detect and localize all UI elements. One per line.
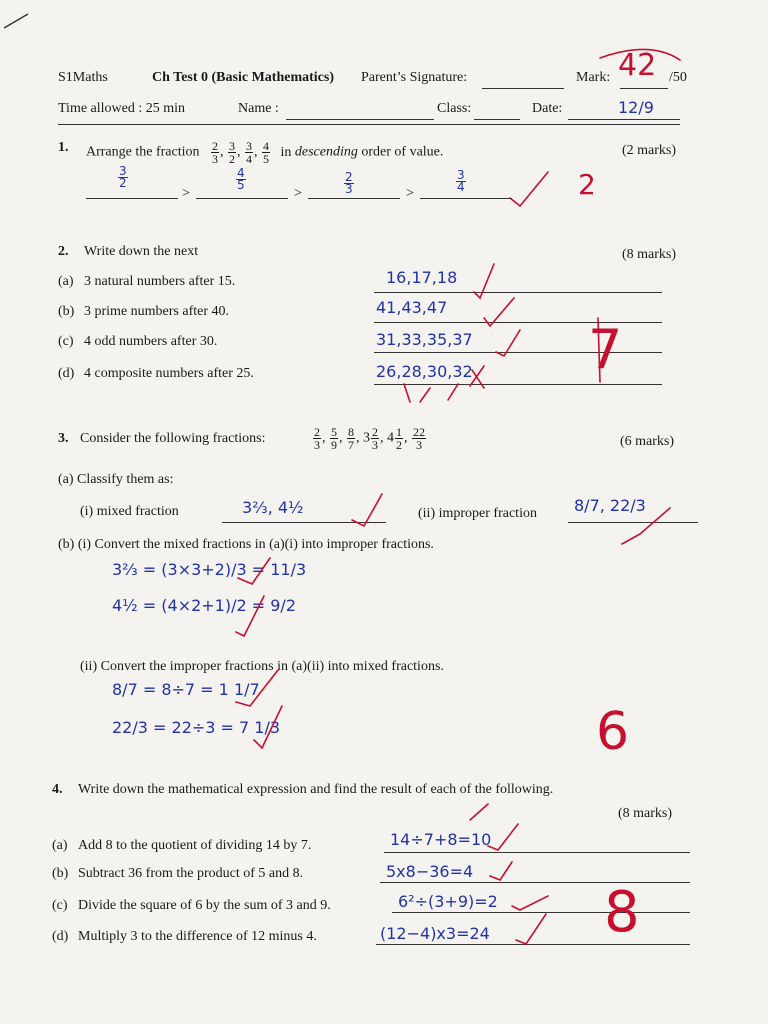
q1-answer-3: $\frac{2}{3}$ [345, 170, 353, 196]
q1-answer-2: $\frac{4}{5}$ [237, 166, 245, 192]
q4c-text: Divide the square of 6 by the sum of 3 and 9. [78, 898, 331, 913]
date-label: Date: [532, 101, 563, 116]
q2d-answer: 26,28,30,32 [376, 362, 473, 381]
q3b-ii: (ii) Convert the improper fractions in (a)(ii) into mixed fractions. [80, 659, 444, 674]
q1-answer-1: $\frac{3}{2}$ [119, 164, 127, 190]
q3a-label: (a) Classify them as: [58, 472, 174, 487]
class-label: Class: [437, 101, 472, 116]
q1-blank-3 [308, 198, 400, 199]
q4b-text: Subtract 36 from the product of 5 and 8. [78, 866, 304, 881]
q4b-answer: 5x8−36=4 [386, 862, 474, 881]
name-line [286, 119, 434, 120]
q3-marks: (6 marks) [620, 434, 675, 449]
time-allowed: Time allowed : 25 min [58, 101, 186, 116]
signature-line [482, 88, 564, 89]
q1-blank-2 [196, 198, 288, 199]
q2-score: 7 [588, 318, 623, 381]
q2-number: 2. [58, 244, 69, 259]
name-label: Name : [238, 101, 279, 116]
q2a-answer: 16,17,18 [386, 268, 458, 287]
q3-number: 3. [58, 431, 69, 446]
q4-score: 8 [604, 880, 640, 945]
q1-prompt: Arrange the fraction $\frac{2}{3}$ , $\frac{3}{2}$ , $\frac{3}{4}$ , $\frac{4}{5}$ in descending order of value. [86, 139, 444, 166]
q3a-ii-answer: 8/7, 22/3 [574, 496, 646, 515]
date-value: 12/9 [618, 98, 654, 117]
q3b-i-work-2: 4½ = (4×2+1)/2 = 9/2 [112, 596, 296, 615]
q4a-answer: 14÷7+8=10 [390, 830, 492, 849]
q4d-answer: (12−4)x3=24 [380, 924, 490, 943]
header-rule [58, 124, 680, 125]
q4-prompt: Write down the mathematical expression and find the result of each of the following. [78, 782, 554, 797]
score-total: 42 [618, 48, 657, 83]
q2-prompt: Write down the next [84, 244, 199, 259]
q3b-ii-work-2: 22/3 = 22÷3 = 7 1/3 [112, 718, 281, 737]
q1-score: 2 [578, 168, 596, 201]
class-line [474, 119, 520, 120]
q2c-text: 4 odd numbers after 30. [84, 334, 218, 349]
mark-line [620, 88, 668, 89]
test-paper: S1Maths Ch Test 0 (Basic Mathematics) Parent’s Signature: Mark: /50 42 Time allowed : 25 min Name : Class: Date: 12/9 1. Arrange the fraction $\frac{2}{3}$ , $\frac{3}{2}$ , $\frac{3}{4}$ , $\frac{4}{5}$ in descending order of value. (2 marks) > > > $\frac{3}{2}$ $\frac{4}{5}$ $\frac{2}{3}$ $\frac{3}{4}$ 2 2. Write down the next (8 marks) (a) 3 natural numbers after 15. 16,17,18 (b) 3 prime numbers after 40. 41,43,47 (c) 4 odd numbers after 30. 31,33,35,37 (d) 4 composite numbers after 25. 26,28,30,32 7 3. Consider the following fractions: $\frac{2}{3}$ , $\frac{5}{9}$ , $\frac{8}{7}$ , 3 $\frac{2}{3}$ , 4 $\frac{1}{2}$ , $\frac{22}{3}$ (6 marks) (a) Classify them as: (i) mixed fraction 3⅔, 4½ (ii) improper fraction 8/7, 22/3 (b) (i) Convert the mixed fractions in (a)(i) into improper fractions. 3⅔ = (3×3+2)/3 = 11/3 4½ = (4×2+1)/2 = 9/2 (ii) Convert the improper fractions in (a)(ii) into mixed fractions. 8/7 = 8÷7 = 1 1/7 22/3 = 22÷3 = 7 1/3 6 4. Write down the mathematical expression and find the result of each of the following. (8 marks) (a) Add 8 to the quotient of dividing 14 by 7. 14÷7+8=10 (b) Subtract 36 from the product of 5 and 8. 5x8−36=4 (c) Divide the square of 6 by the sum of 3 and 9. 6²÷(3+9)=2 (d) Multiply 3 to the difference of 12 minus 4. (12−4)x3=24 8 [0, 0, 768, 1024]
test-title: Ch Test 0 (Basic Mathematics) [152, 70, 334, 85]
q3-score: 6 [596, 702, 630, 762]
mark-label: Mark: [576, 70, 611, 85]
q1-marks: (2 marks) [622, 143, 677, 158]
signature-label: Parent’s Signature: [361, 70, 468, 85]
q3-fractions: $\frac{2}{3}$ , $\frac{5}{9}$ , $\frac{8}{7}$ , 3 $\frac{2}{3}$ , 4 $\frac{1}{2}$ , $\frac{22}{3}$ [314, 425, 425, 452]
q2b-text: 3 prime numbers after 40. [84, 304, 230, 319]
date-line [568, 119, 680, 120]
q2a-text: 3 natural numbers after 15. [84, 274, 236, 289]
q2b-answer: 41,43,47 [376, 298, 448, 317]
q1-blank-4 [420, 198, 512, 199]
q3-prompt: Consider the following fractions: [80, 431, 266, 446]
q1-answer-4: $\frac{3}{4}$ [457, 168, 465, 194]
q1-blank-1 [86, 198, 178, 199]
q4c-answer: 6²÷(3+9)=2 [398, 892, 498, 911]
q3a-ii: (ii) improper fraction [418, 506, 537, 521]
q4-marks: (8 marks) [618, 806, 673, 821]
q4d-text: Multiply 3 to the difference of 12 minus 4. [78, 929, 317, 944]
q3b-i-work-1: 3⅔ = (3×3+2)/3 = 11/3 [112, 560, 307, 579]
q2-marks: (8 marks) [622, 247, 677, 262]
mark-total: /50 [669, 70, 687, 85]
q2c-answer: 31,33,35,37 [376, 330, 473, 349]
q2d-text: 4 composite numbers after 25. [84, 366, 254, 381]
q1-number: 1. [58, 140, 69, 155]
q3a-i-answer: 3⅔, 4½ [242, 498, 304, 517]
q3a-i: (i) mixed fraction [80, 504, 179, 519]
q3b-i: (b) (i) Convert the mixed fractions in (a)(i) into improper fractions. [58, 537, 434, 552]
q3b-ii-work-1: 8/7 = 8÷7 = 1 1/7 [112, 680, 260, 699]
class-code: S1Maths [58, 70, 108, 85]
q4a-text: Add 8 to the quotient of dividing 14 by 7. [78, 838, 312, 853]
q4-number: 4. [52, 782, 63, 797]
